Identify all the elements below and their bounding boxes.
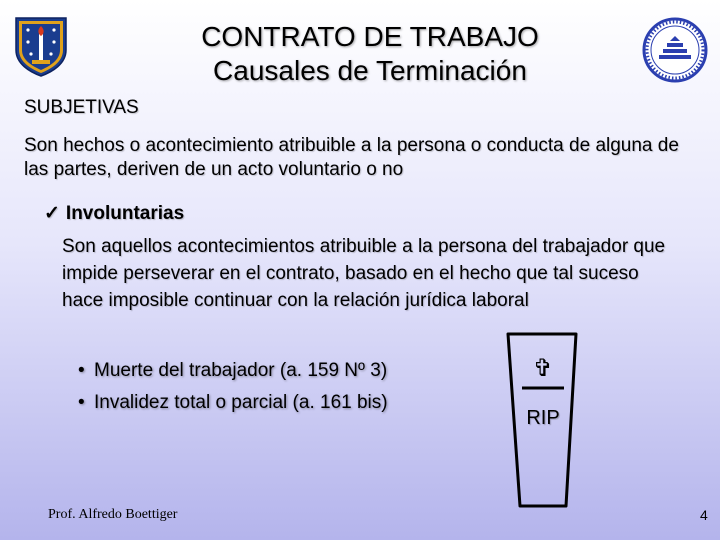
- cross-icon: ✞: [532, 354, 554, 382]
- subsection-heading-text: Involuntarias: [65, 203, 185, 224]
- bullet-marker: •: [78, 392, 85, 413]
- subsection-description: Son aquellos acontecimientos atribuible a la persona del trabajador que impide perseverar en el contrato, basado en el hecho que tal suceso hace imposible continuar con la relación jurídica laboral: [62, 236, 666, 311]
- section-description: Son hechos o acontecimiento atribuible a la persona o conducta de alguna de las partes, deriven de un acto voluntario o no: [24, 135, 679, 180]
- tombstone-label: RIP: [526, 407, 560, 429]
- bullet-marker: •: [78, 360, 85, 381]
- list-item-text: Muerte del trabajador (a. 159 Nº 3): [94, 360, 388, 381]
- tombstone-illustration: [498, 330, 588, 512]
- title-line-2: Causales de Terminación: [213, 55, 527, 86]
- list-item: [78, 355, 388, 387]
- subsection-heading: [44, 202, 184, 226]
- checkmark-icon: ✓: [44, 203, 60, 224]
- faculty-seal-logo: [640, 16, 710, 84]
- page-number: 4: [700, 507, 708, 523]
- title-line-1: CONTRATO DE TRABAJO: [201, 21, 539, 52]
- list-item-text: Invalidez total o parcial (a. 161 bis): [94, 392, 388, 413]
- section-heading: SUBJETIVAS: [24, 97, 139, 118]
- bullet-list: [78, 355, 388, 419]
- university-shield-logo: [14, 16, 68, 78]
- slide-title: [150, 20, 590, 88]
- footer-author: Prof. Alfredo Boettiger: [48, 507, 178, 522]
- list-item: [78, 387, 388, 419]
